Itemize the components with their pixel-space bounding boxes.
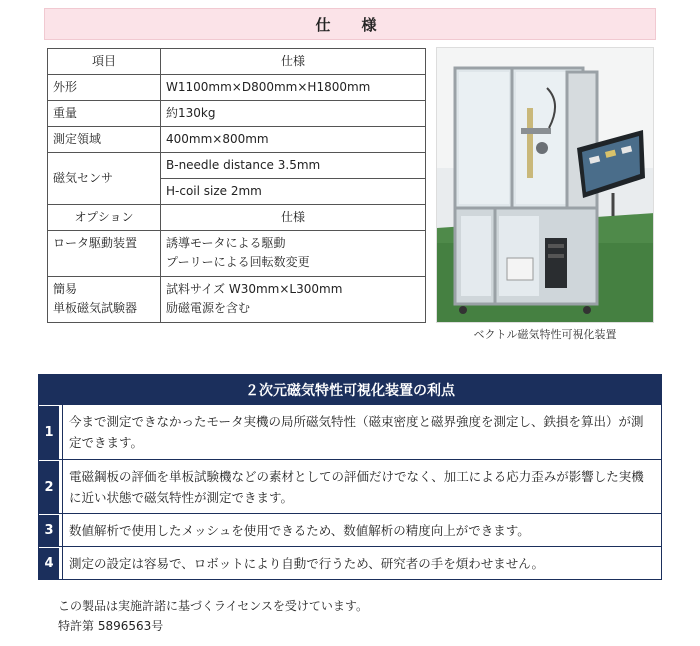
row-value-outer: W1100mm×D800mm×H1800mm	[161, 75, 426, 101]
option-rotor-line1: 誘導モータによる駆動	[166, 236, 286, 250]
item-number: 4	[39, 547, 59, 579]
header-item: 項目	[48, 49, 161, 75]
option-header-item: オプション	[48, 205, 161, 231]
option-value-rotor	[161, 231, 426, 277]
row-label-outer: 外形	[48, 75, 161, 101]
patent-number: 特許第 5896563号	[58, 619, 164, 633]
option-tester-line2: 励磁電源を含む	[166, 301, 251, 315]
spec-table-header	[48, 49, 426, 75]
item-text: 数値解析で使用したメッシュを使用できるため、数値解析の精度向上ができます。	[62, 514, 661, 546]
table-row	[48, 75, 426, 101]
table-row	[48, 153, 426, 179]
license-note: この製品は実施許諾に基づくライセンスを受けています。	[58, 599, 368, 613]
item-number: 3	[39, 514, 59, 546]
option-rotor-line2: プーリーによる回転数変更	[166, 255, 310, 269]
spec-table	[47, 48, 426, 323]
item-text: 電磁鋼板の評価を単板試験機などの素材としての評価だけでなく、加工による応力歪みが影響した実機に近い状態で磁気特性が測定できます。	[62, 460, 661, 513]
row-label-area: 測定領域	[48, 127, 161, 153]
row-label-sensor: 磁気センサ	[48, 153, 161, 205]
header-spec: 仕様	[161, 49, 426, 75]
option-header-spec: 仕様	[161, 205, 426, 231]
option-tester-label-line2: 単板磁気試験器	[53, 301, 138, 315]
row-value-area: 400mm×800mm	[161, 127, 426, 153]
footnote	[58, 596, 368, 636]
row-value-sensor-2: H-coil size 2mm	[161, 179, 426, 205]
item-text: 測定の設定は容易で、ロボットにより自動で行うため、研究者の手を煩わせません。	[62, 547, 661, 579]
row-value-sensor-1: B-needle distance 3.5mm	[161, 153, 426, 179]
list-item	[39, 405, 661, 459]
photo-caption: ベクトル磁気特性可視化装置	[473, 328, 617, 341]
option-tester-line1: 試料サイズ W30mm×L300mm	[166, 282, 343, 296]
list-item	[39, 546, 661, 579]
option-header-row	[48, 205, 426, 231]
advantages-box	[38, 374, 662, 580]
option-value-tester	[161, 277, 426, 323]
option-label-rotor: ロータ駆動装置	[48, 231, 161, 277]
option-label-tester	[48, 277, 161, 323]
list-item	[39, 459, 661, 513]
table-row	[48, 127, 426, 153]
row-label-weight: 重量	[48, 101, 161, 127]
list-item	[39, 513, 661, 546]
device-illustration	[437, 48, 654, 323]
advantages-title: ２次元磁気特性可視化装置の利点	[39, 375, 661, 405]
table-row	[48, 101, 426, 127]
table-row	[48, 231, 426, 277]
option-tester-label-line1: 簡易	[53, 282, 78, 296]
item-text: 今まで測定できなかったモータ実機の局所磁気特性（磁束密度と磁界強度を測定し、鉄損を算出）が測定できます。	[62, 405, 661, 459]
item-number: 2	[39, 460, 59, 513]
table-row	[48, 277, 426, 323]
device-photo	[436, 47, 654, 323]
spec-section-title: 仕 様	[44, 8, 656, 40]
item-number: 1	[39, 405, 59, 459]
row-value-weight: 約130kg	[161, 101, 426, 127]
